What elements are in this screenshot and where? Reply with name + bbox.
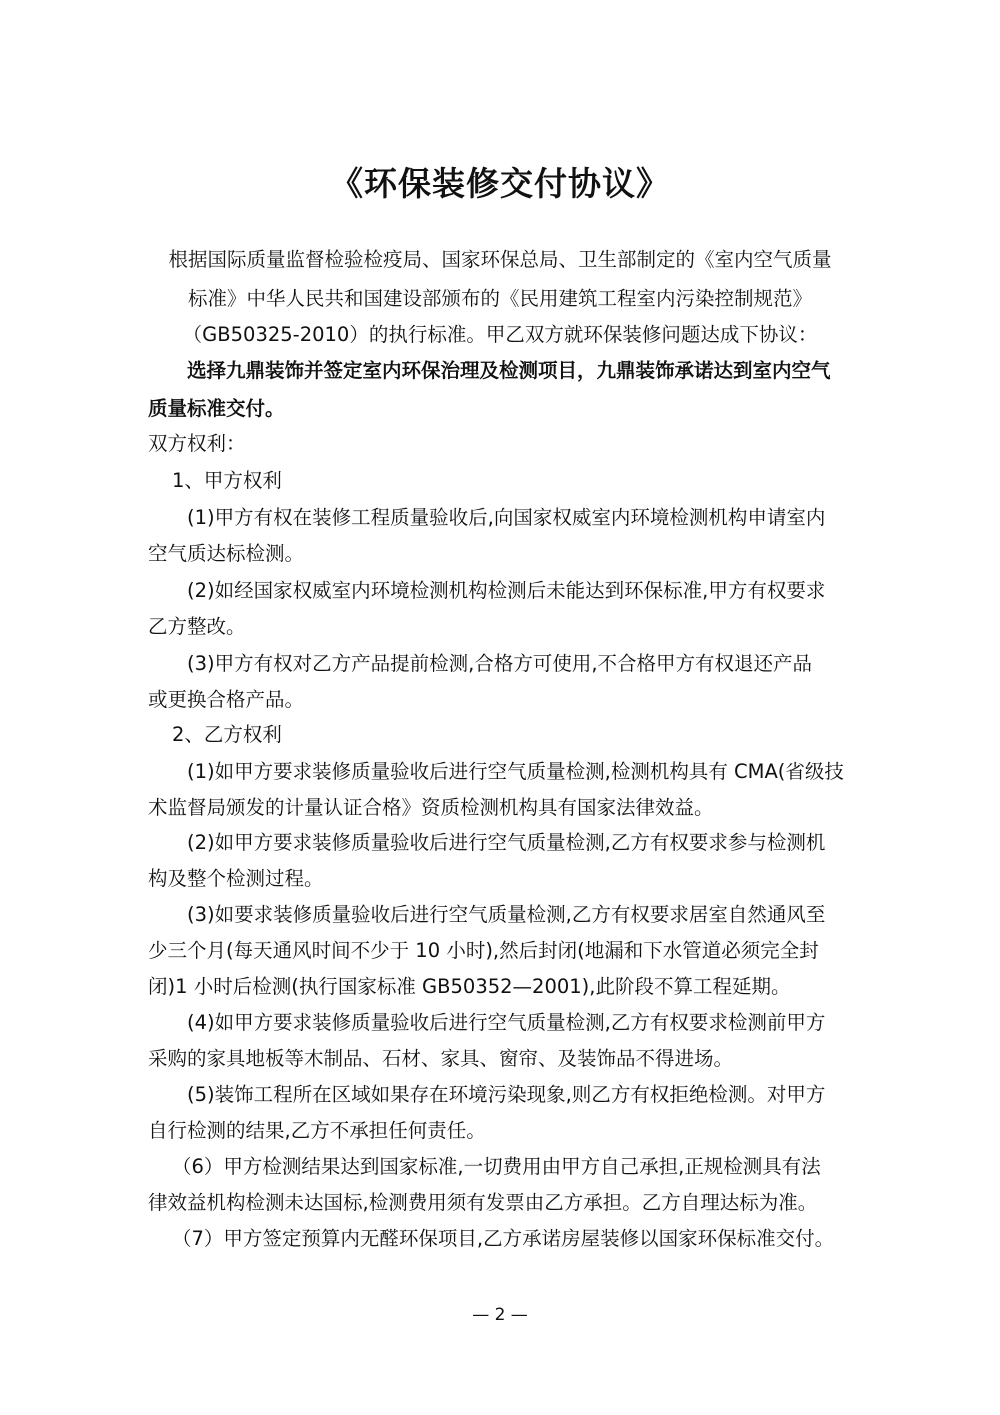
party-b-item-3-line-2: 少三个月(每天通风时间不少于 10 小时),然后封闭(地漏和下水管道必须完全封: [148, 939, 819, 962]
party-a-item-2-line-2: 乙方整改。: [148, 615, 246, 638]
party-a-heading: 1、甲方权利: [172, 469, 282, 492]
party-b-item-7-line-1: （7）甲方签定预算内无醛环保项目,乙方承诺房屋装修以国家环保标准交付。: [172, 1227, 835, 1250]
intro-line-1: 根据国际质量监督检验检疫局、国家环保总局、卫生部制定的《室内空气质量: [168, 248, 832, 271]
party-b-heading: 2、乙方权利: [172, 723, 282, 746]
party-a-item-3-line-2: 或更换合格产品。: [148, 688, 305, 711]
commitment-line-2: 质量标准交付。: [148, 397, 285, 420]
party-b-item-5-line-2: 自行检测的结果,乙方不承担任何责任。: [148, 1119, 486, 1142]
party-a-item-1-line-2: 空气质达标检测。: [148, 542, 305, 565]
party-a-item-3-line-1: (3)甲方有权对乙方产品提前检测,合格方可使用,不合格甲方有权退还产品: [187, 652, 813, 675]
party-a-item-1-line-1: (1)甲方有权在装修工程质量验收后,向国家权威室内环境检测机构申请室内: [187, 506, 826, 529]
document-title: 《环保装修交付协议》: [330, 164, 670, 203]
intro-line-2: 标准》中华人民共和国建设部颁布的《民用建筑工程室内污染控制规范》: [187, 287, 812, 310]
party-a-item-2-line-1: (2)如经国家权威室内环境检测机构检测后未能达到环保标准,甲方有权要求: [187, 579, 826, 602]
party-b-item-4-line-1: (4)如甲方要求装修质量验收后进行空气质量检测,乙方有权要求检测前甲方: [187, 1011, 826, 1034]
rights-heading: 双方权利：: [148, 432, 246, 455]
commitment-line-1: 选择九鼎装饰并签定室内环保治理及检测项目，九鼎装饰承诺达到室内空气: [187, 359, 831, 382]
party-b-item-2-line-1: (2)如甲方要求装修质量验收后进行空气质量检测,乙方有权要求参与检测机: [187, 831, 826, 854]
party-b-item-6-line-1: （6）甲方检测结果达到国家标准,一切费用由甲方自己承担,正规检测具有法: [172, 1155, 821, 1178]
party-b-item-1-line-2: 术监督局颁发的计量认证合格》资质检测机构具有国家法律效益。: [148, 796, 714, 819]
page-number: — 2 —: [472, 1305, 528, 1325]
party-b-item-6-line-2: 律效益机构检测未达国标,检测费用须有发票由乙方承担。乙方自理达标为准。: [148, 1191, 818, 1214]
party-b-item-5-line-1: (5)装饰工程所在区域如果存在环境污染现象,则乙方有权拒绝检测。对甲方: [187, 1083, 826, 1106]
party-b-item-3-line-1: (3)如要求装修质量验收后进行空气质量检测,乙方有权要求居室自然通风至: [187, 903, 826, 926]
party-b-item-3-line-3: 闭)1 小时后检测(执行国家标准 GB50352—2001),此阶段不算工程延期。: [148, 975, 791, 998]
party-b-item-2-line-2: 构及整个检测过程。: [148, 867, 324, 890]
party-b-item-1-line-1: (1)如甲方要求装修质量验收后进行空气质量检测,检测机构具有 CMA(省级技: [187, 760, 844, 783]
party-b-item-4-line-2: 采购的家具地板等木制品、石材、家具、窗帘、及装饰品不得进场。: [148, 1047, 734, 1070]
intro-line-3: （GB50325-2010）的执行标准。甲乙双方就环保装修问题达成下协议：: [182, 323, 818, 346]
